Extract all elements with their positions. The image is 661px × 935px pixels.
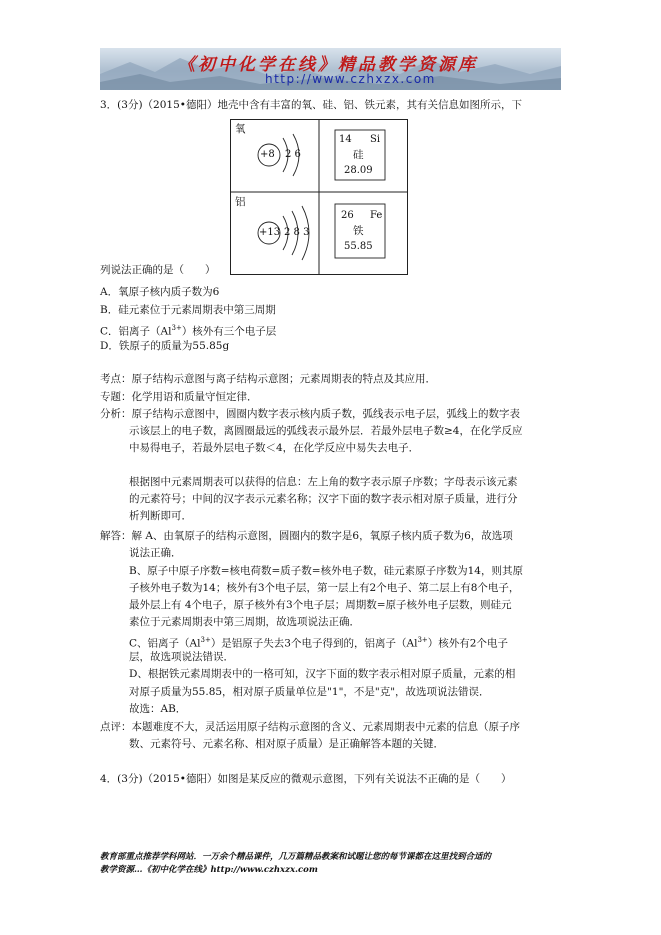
jieda-line6: 素位于元素周期表中第三周期，故选项说法正确． <box>129 616 360 628</box>
kaodian: 考点：原子结构示意图与离子结构示意图；元素周期表的特点及其应用． <box>100 373 436 385</box>
jieda-line7-sup: 3+ <box>200 636 211 644</box>
footer-line1: 教育部重点推荐学科网站．一万余个精品课件，几万篇精品教案和试题让您的每节课都在这里找到合适的 <box>100 852 492 862</box>
jieda-line4: 子核外电子数为14；核外有3个电子层，第一层上有2个电子、第二层上有8个电子， <box>129 582 520 594</box>
iron-name: 铁 <box>353 225 364 237</box>
option-c-sup: 3+ <box>171 324 182 332</box>
jieda-line5: 最外层上有 4个电子，原子核外有3个电子层；周期数=原子核外电子层数，则硅元 <box>129 599 512 611</box>
option-c-pre: C．铝离子（Al <box>100 325 172 338</box>
dianping-line2: 数、元素符号、元素名称、相对原子质量）是正确解答本题的关键． <box>129 738 444 750</box>
option-a: A．氧原子核内质子数为6 <box>100 286 220 298</box>
dianping-line1: 点评：本题难度不大，灵活运用原子结构示意图的含义、元素周期表中元素的信息（原子序 <box>100 721 520 733</box>
element-info-diagram <box>230 119 408 275</box>
silicon-symbol: Si <box>370 134 381 145</box>
oxygen-nucleus-charge: +8 <box>260 149 275 160</box>
aluminum-shell-electrons: 2 8 3 <box>284 227 310 238</box>
fenxi-line5: 的元素符号；中间的汉字表示元素名称；汉字下面的数字表示相对原子质量，进行分 <box>129 493 518 505</box>
jieda-line9: D、根据铁元素周期表中的一格可知，汉字下面的数字表示相对原子质量，元素的相 <box>129 668 516 680</box>
fenxi-line2: 示该层上的电子数，离圆圈最远的弧线表示最外层．若最外层电子数≥4，在化学反应 <box>129 425 523 437</box>
fenxi-line4: 根据图中元素周期表可以获得的信息：左上角的数字表示原子序数；字母表示该元素 <box>129 476 518 488</box>
silicon-name: 硅 <box>353 149 364 161</box>
banner-url[interactable]: http://www.czhxzx.com <box>265 72 436 86</box>
iron-number: 26 <box>341 210 354 221</box>
silicon-number: 14 <box>339 134 352 145</box>
fenxi-line6: 析判断即可． <box>129 510 192 522</box>
jieda-line7-sup2: 3+ <box>417 636 428 644</box>
iron-mass: 55.85 <box>344 241 373 252</box>
jieda-line7-mid: ）是铝原子失去3个电子得到的，铝离子（Al <box>210 637 418 650</box>
oxygen-label: 氧 <box>235 123 246 135</box>
footer <box>100 851 491 877</box>
option-d: D．铁原子的质量为55.85g <box>100 340 230 352</box>
option-b: B．硅元素位于元素周期表中第三周期 <box>100 304 276 316</box>
option-c-post: ）核外有三个电子层 <box>181 325 277 338</box>
iron-symbol: Fe <box>370 210 383 221</box>
q4-stem: 4．(3分)（2015•德阳）如图是某反应的微观示意图，下列有关说法不正确的是（ ） <box>100 773 512 785</box>
jieda-line7-post: ）核外有2个电子 <box>427 637 508 650</box>
banner-title: 《初中化学在线》精品教学资源库 <box>178 55 478 75</box>
jieda-line7-pre: C、铝离子（Al <box>129 637 201 650</box>
aluminum-label: 铝 <box>235 196 246 208</box>
aluminum-nucleus-charge: +13 <box>259 227 281 238</box>
jieda-line2: 说法正确． <box>129 547 182 559</box>
jieda-line3: B、原子中原子序数=核电荷数=质子数=核外电子数，硅元素原子序数为14，则其原 <box>129 565 523 577</box>
jieda-line1: 解答：解 A、由氧原子的结构示意图，圆圈内的数字是6，氧原子核内质子数为6，故选项 <box>100 530 513 542</box>
jieda-line8: 层，故选项说法错误． <box>129 651 234 663</box>
jieda-line10: 对原子质量为55.85，相对原子质量单位是"1"，不是"克"，故选项说法错误． <box>129 686 490 698</box>
silicon-mass: 28.09 <box>344 165 373 176</box>
option-c <box>100 320 276 340</box>
footer-line2[interactable]: 教学资源…《初中化学在线》http://www.czhxzx.com <box>100 865 318 875</box>
q3-stem-line1: 3．(3分)（2015•德阳）地壳中含有丰富的氧、硅、铝、铁元素，其有关信息如图所示，下 <box>100 99 522 111</box>
header-banner <box>100 48 561 90</box>
zhuanti: 专题：化学用语和质量守恒定律． <box>100 391 258 403</box>
element-diagram-svg <box>231 120 407 274</box>
oxygen-shell-electrons: 2 6 <box>285 149 301 160</box>
fenxi-line3: 中易得电子，若最外层电子数＜4，在化学反应中易失去电子． <box>129 442 420 454</box>
q3-stem-line2: 列说法正确的是（ ） <box>100 264 216 276</box>
jieda-line11: 故选：AB． <box>129 703 187 715</box>
fenxi-line1: 分析：原子结构示意图中，圆圈内数字表示核内质子数，弧线表示电子层，弧线上的数字表 <box>100 408 520 420</box>
